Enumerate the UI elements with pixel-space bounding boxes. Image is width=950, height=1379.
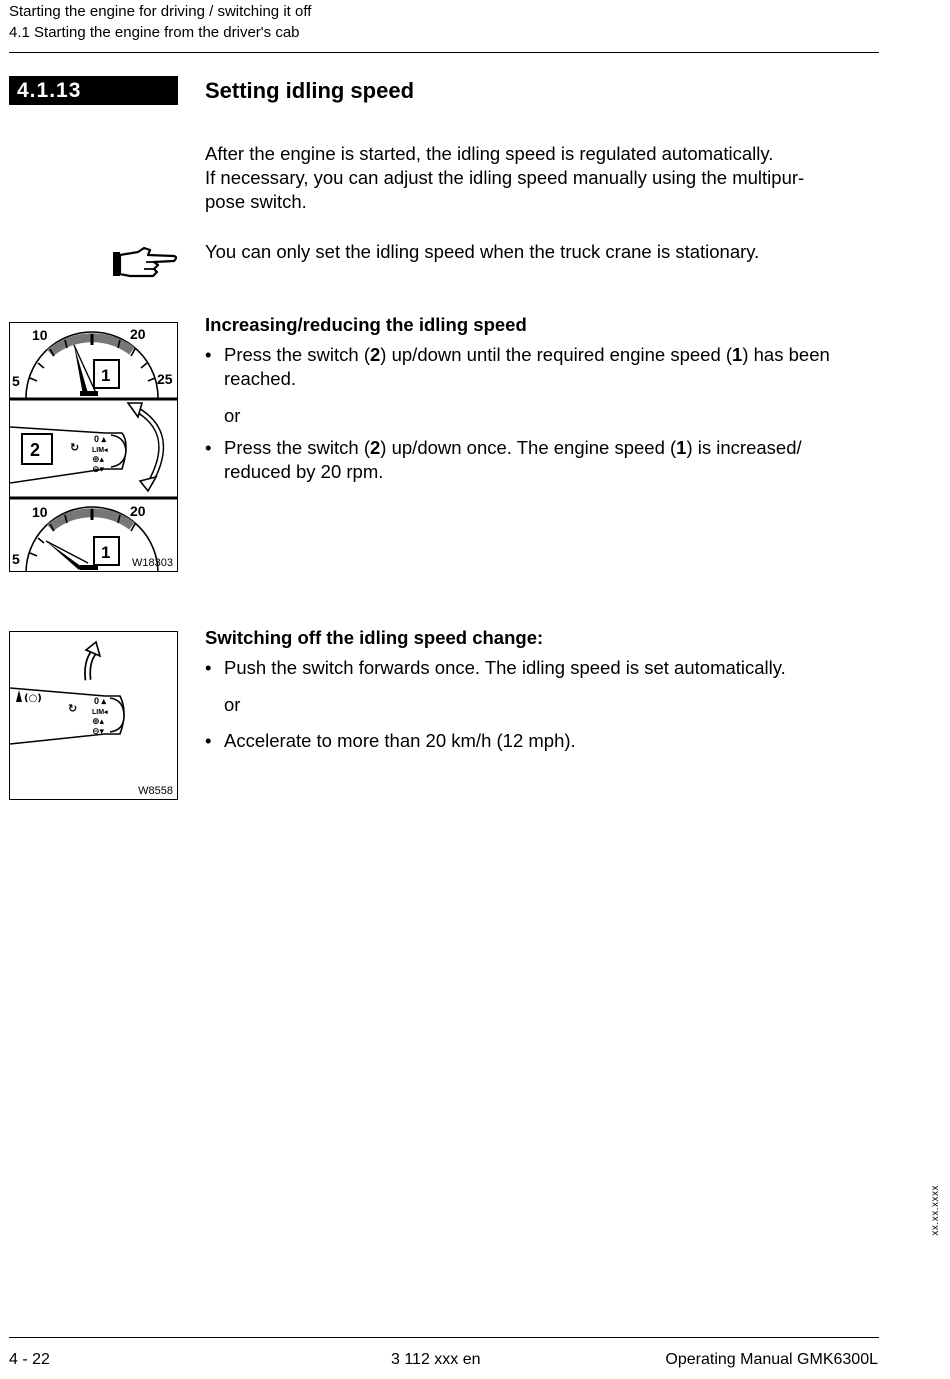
intro-line-3: pose switch. — [205, 191, 307, 212]
pointing-hand-icon — [110, 244, 180, 284]
gauge-label-20: 20 — [130, 326, 146, 342]
svg-text:1: 1 — [101, 543, 111, 562]
gauge2-label-20: 20 — [130, 503, 146, 519]
footer-doc-number: 3 112 xxx en — [391, 1351, 481, 1368]
svg-text:⊖▾: ⊖▾ — [92, 727, 105, 737]
footer-manual-title: Operating Manual GMK6300L — [665, 1351, 878, 1368]
gauge-switch-illustration — [10, 323, 177, 571]
figure1-code: W18303 — [132, 557, 173, 569]
intro-line-1: After the engine is started, the idling speed is regulated automatically. — [205, 143, 774, 164]
increase-reduce-heading: Increasing/reducing the idling speed — [205, 314, 527, 335]
svg-text:LIM◂: LIM◂ — [92, 709, 108, 716]
svg-text:(○): (○) — [24, 693, 42, 704]
figure2-code: W8558 — [138, 785, 173, 797]
gauge2-label-10: 10 — [32, 504, 48, 520]
figure-switch-off — [9, 631, 178, 800]
svg-text:⊕▴: ⊕▴ — [92, 717, 105, 727]
figure-idle-speed-adjust — [9, 322, 178, 572]
intro-paragraph — [205, 142, 885, 214]
footer-page-number: 4 - 22 — [9, 1351, 50, 1368]
svg-text:⊕▴: ⊕▴ — [92, 455, 105, 465]
svg-text:↻: ↻ — [70, 441, 80, 454]
svg-text:LIM◂: LIM◂ — [92, 447, 108, 454]
marker-2: 2 — [30, 440, 41, 460]
gauge-label-5: 5 — [12, 373, 20, 389]
svg-text:↻: ↻ — [68, 702, 78, 715]
increase-bullet-2: • Press the switch (2) up/down once. The engine speed (1) is increased/ reduced by 20 rpm. — [205, 437, 802, 482]
switch-off-bullet-1: • Push the switch forwards once. The idling speed is set automatically. — [205, 657, 786, 678]
header-divider — [9, 52, 879, 53]
or-separator-1: or — [224, 405, 241, 426]
section-number: 4.1.13 — [9, 76, 178, 105]
marker-1: 1 — [101, 366, 111, 385]
side-date-code: xx.xx.xxxx — [930, 1185, 941, 1236]
svg-text:0 ▴: 0 ▴ — [94, 696, 107, 706]
note-text: You can only set the idling speed when the truck crane is stationary. — [205, 241, 760, 262]
header-chapter: Starting the engine for driving / switching it off — [9, 3, 312, 20]
switch-off-heading: Switching off the idling speed change: — [205, 627, 544, 648]
svg-text:0 ▴: 0 ▴ — [94, 434, 107, 444]
footer-divider — [9, 1337, 879, 1338]
switch-push-illustration — [10, 632, 177, 799]
or-separator-2: or — [224, 694, 241, 715]
gauge2-label-5: 5 — [12, 551, 20, 567]
increase-bullet-1: • Press the switch (2) up/down until the required engine speed (1) has been reached. — [205, 344, 830, 389]
svg-text:⊖▾: ⊖▾ — [92, 465, 105, 475]
gauge-label-10: 10 — [32, 327, 48, 343]
intro-line-2: If necessary, you can adjust the idling speed manually using the multipur- — [205, 167, 805, 188]
gauge-label-25: 25 — [157, 371, 173, 387]
switch-off-bullet-2: • Accelerate to more than 20 km/h (12 mph). — [205, 730, 576, 751]
header-subchapter: 4.1 Starting the engine from the driver's cab — [9, 24, 300, 41]
section-title: Setting idling speed — [205, 78, 415, 103]
